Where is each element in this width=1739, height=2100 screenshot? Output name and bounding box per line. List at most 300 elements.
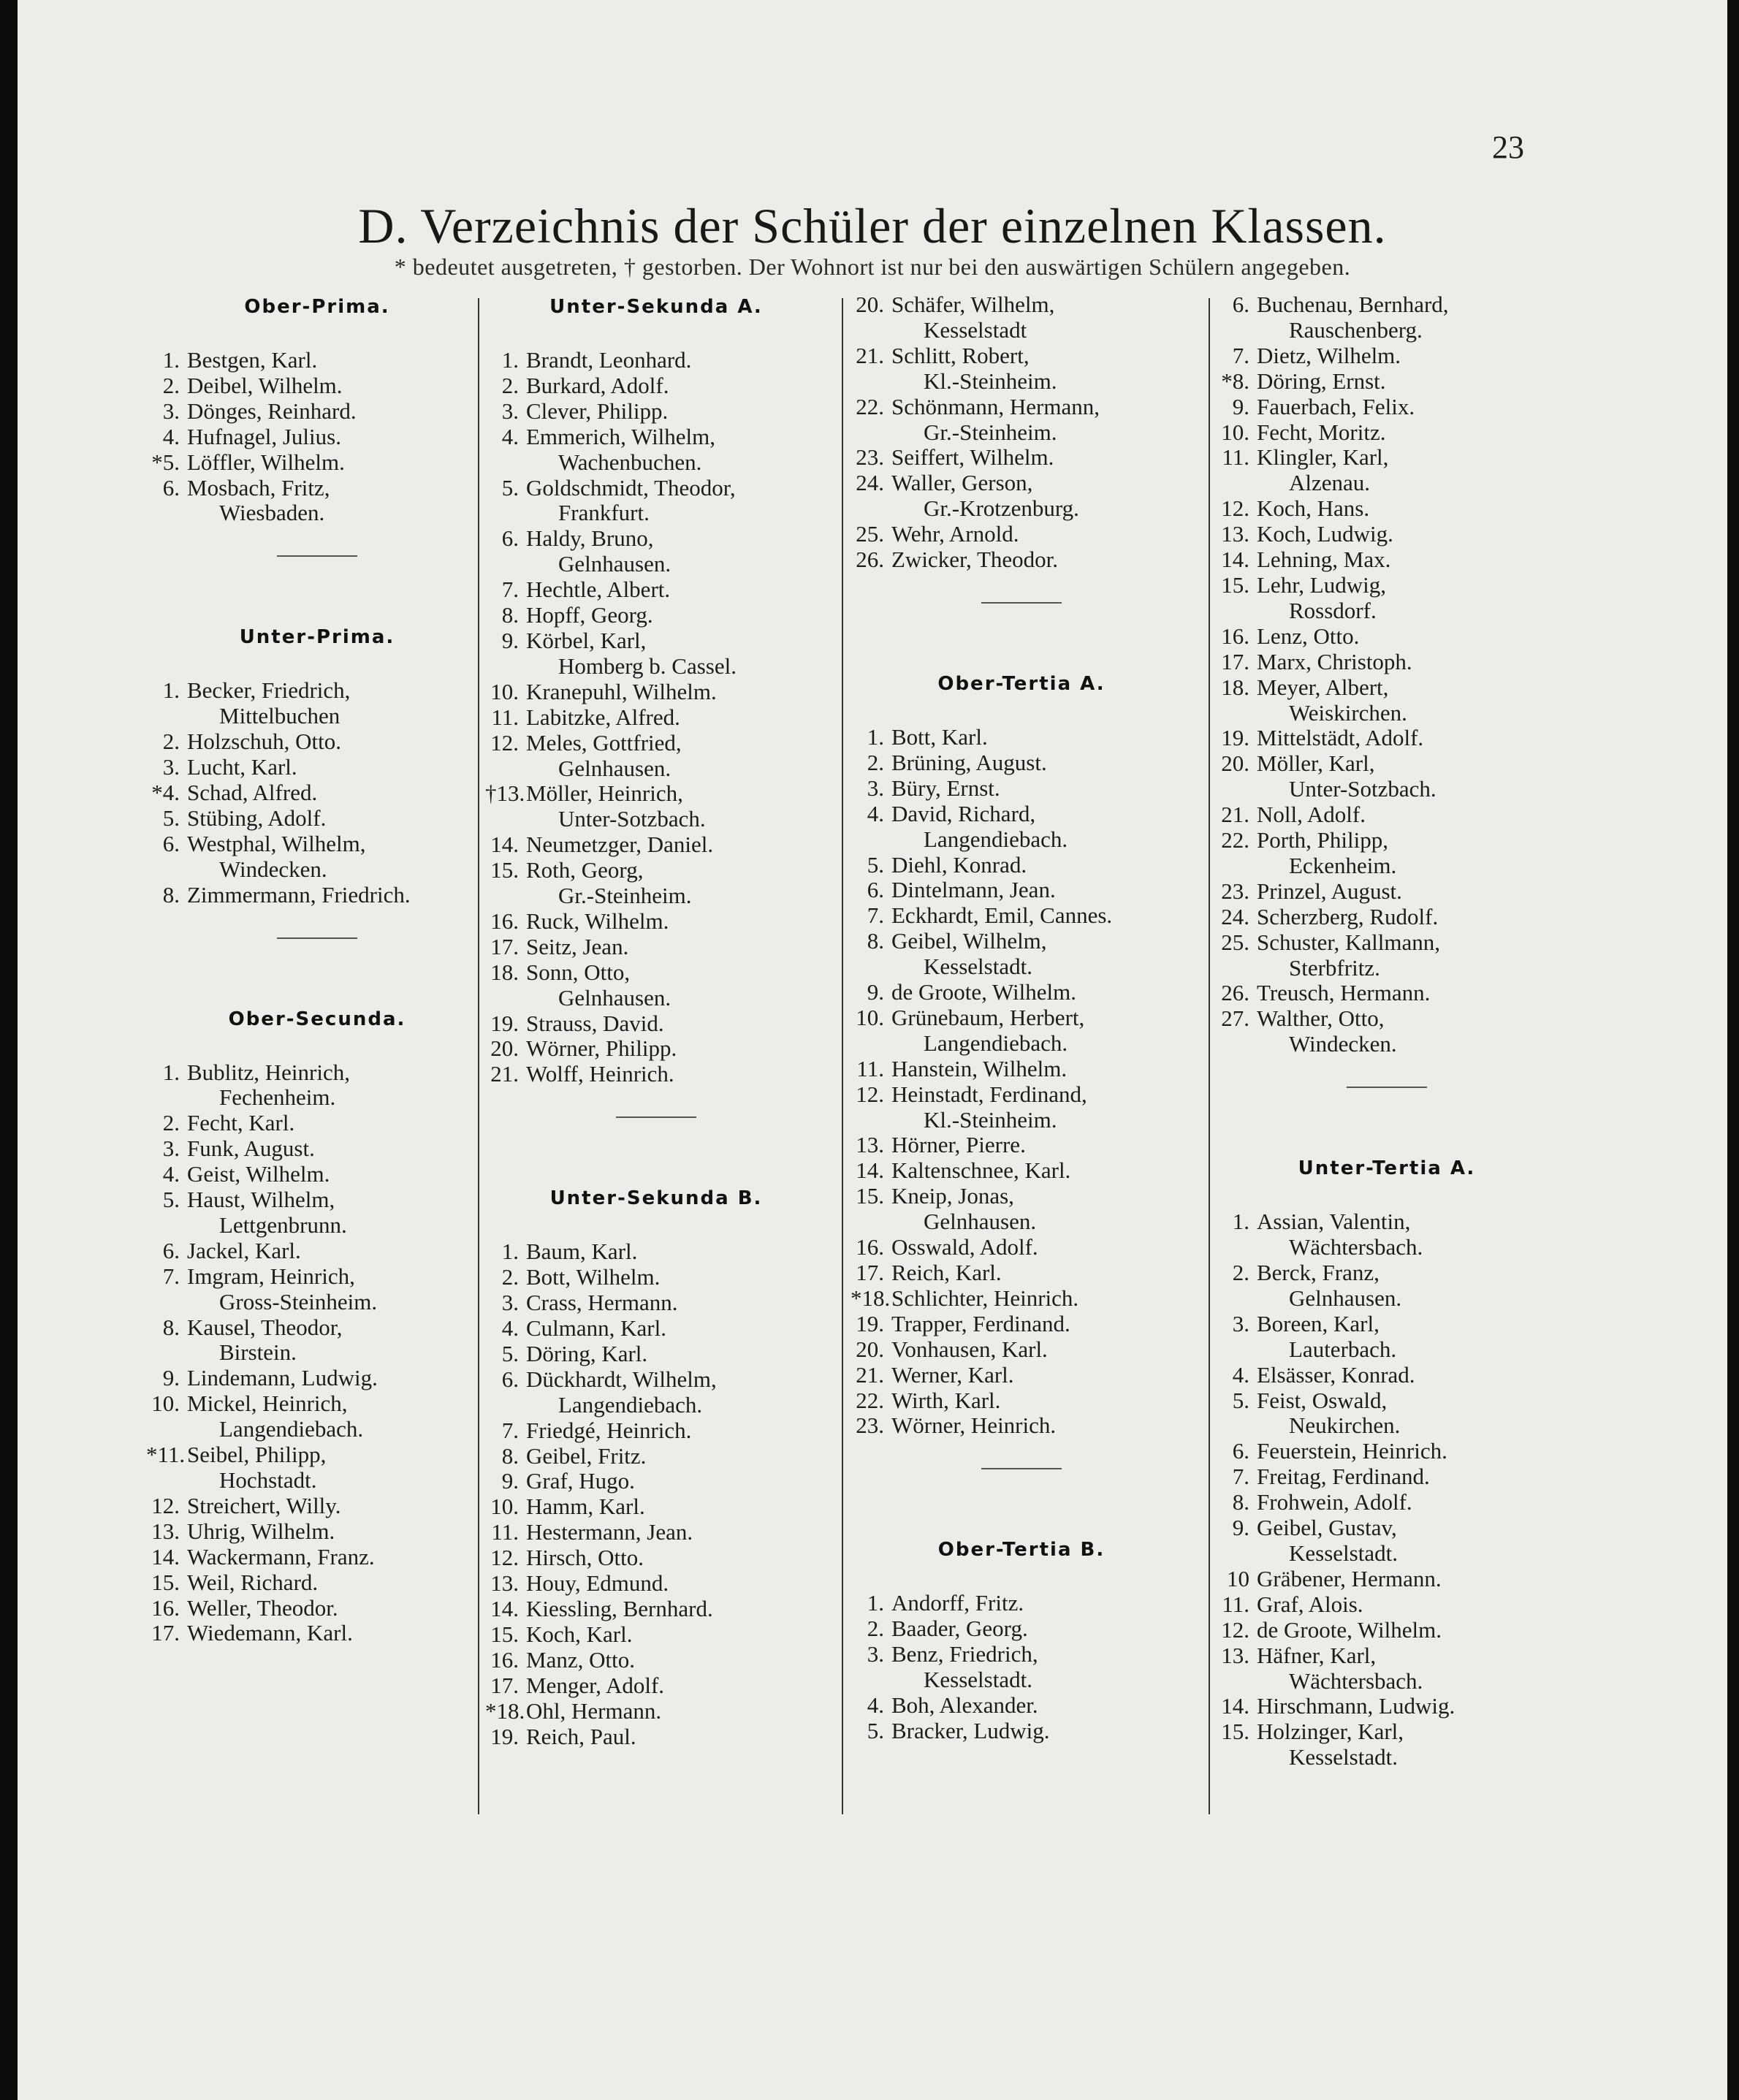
student-number: 15. [1221, 1719, 1249, 1745]
student-number: *18. [485, 1697, 525, 1724]
class-section [1216, 1154, 1558, 1770]
student-name: Streichert, Willy. [187, 1492, 341, 1518]
student-number: 19. [490, 1723, 519, 1749]
student-name: Geibel, Fritz. [526, 1442, 647, 1469]
student-name: Wehr, Arnold. [891, 521, 1019, 547]
student-entry [485, 1239, 827, 1265]
student-number: 5. [501, 474, 519, 501]
student-hometown: Sterbfritz. [1289, 954, 1380, 981]
student-entry [146, 832, 488, 857]
class-section [146, 1005, 488, 1647]
student-name: Hamm, Karl. [526, 1494, 645, 1520]
student-entry [1216, 1006, 1558, 1032]
student-entry [851, 1235, 1192, 1260]
student-entry [485, 399, 827, 425]
student-name: Bracker, Ludwig. [891, 1717, 1050, 1743]
student-number: 1. [867, 723, 884, 750]
student-entry [851, 1388, 1192, 1414]
student-entry [851, 1591, 1192, 1616]
student-entry [146, 476, 488, 501]
student-number: 14. [151, 1543, 180, 1570]
student-number: 14. [490, 1595, 519, 1621]
student-hometown: Alzenau. [1289, 470, 1371, 496]
student-entry [485, 603, 827, 628]
student-number: 23. [856, 444, 884, 471]
student-entry [1216, 496, 1558, 522]
student-name: Emmerich, Wilhelm, [526, 423, 716, 449]
student-entry [146, 1519, 488, 1545]
student-name: Hufnagel, Julius. [187, 423, 341, 449]
student-number: 21. [856, 1361, 884, 1388]
student-name: Mosbach, Fritz, [187, 474, 330, 501]
student-number: 20. [856, 1336, 884, 1362]
student-number: 11. [1222, 1591, 1249, 1617]
class-heading: Ober-Prima. [244, 296, 390, 318]
student-entry [851, 750, 1192, 776]
student-number: 19. [490, 1010, 519, 1036]
student-hometown: Windecken. [219, 856, 327, 882]
student-entry [485, 832, 827, 858]
student-name: Lenz, Otto. [1257, 623, 1360, 649]
student-hometown: Kesselstadt. [924, 954, 1032, 980]
student-entry [1216, 1592, 1558, 1618]
student-name: Imgram, Heinrich, [187, 1263, 355, 1289]
heading-gap [485, 1213, 827, 1239]
student-number: 1. [501, 347, 519, 373]
student-name: Culmann, Karl. [526, 1315, 666, 1341]
student-name: Osswald, Adolf. [891, 1234, 1038, 1260]
student-name: Menger, Adolf. [526, 1672, 665, 1698]
student-entry [1216, 1439, 1558, 1464]
student-entry [485, 1673, 827, 1699]
student-entry [1216, 675, 1558, 701]
student-entry [851, 1082, 1192, 1108]
student-entry [485, 476, 827, 501]
student-name: Grünebaum, Herbert, [891, 1004, 1085, 1030]
student-name: Boh, Alexander. [891, 1692, 1038, 1718]
student-name: Neumetzger, Daniel. [526, 832, 714, 858]
student-entry [146, 1187, 488, 1213]
student-entry [146, 348, 488, 373]
student-name: Reich, Karl. [891, 1260, 1002, 1285]
student-name: Wörner, Philipp. [526, 1035, 677, 1062]
student-entry [851, 1719, 1192, 1744]
student-name: Klingler, Karl, [1257, 444, 1389, 471]
student-number: 1. [1232, 1209, 1249, 1235]
student-entry [485, 680, 827, 705]
student-name: Houy, Edmund. [526, 1570, 669, 1597]
student-number: 3. [501, 1290, 519, 1316]
student-number: 7. [501, 577, 519, 603]
student-name: Hirsch, Otto. [526, 1545, 644, 1571]
student-name: Dückhardt, Wilhelm, [526, 1366, 717, 1392]
student-number: 16. [151, 1594, 180, 1621]
student-number: 10. [856, 1004, 884, 1030]
section-separator [277, 937, 357, 939]
student-hometown: Rauschenberg. [1289, 316, 1423, 343]
student-entry [1216, 343, 1558, 369]
student-number: 17. [151, 1620, 180, 1646]
student-name: Reich, Paul. [526, 1723, 636, 1749]
student-name: Koch, Hans. [1257, 495, 1370, 522]
student-number: 27. [1221, 1005, 1249, 1032]
student-number: 4. [501, 423, 519, 449]
student-entry [485, 1724, 827, 1750]
student-number: 9. [501, 627, 519, 653]
student-hometown: Eckenheim. [1289, 852, 1397, 878]
student-number: 1. [867, 1590, 884, 1616]
student-name: Vonhausen, Karl. [891, 1336, 1048, 1362]
student-name: David, Richard, [891, 800, 1036, 826]
section-separator [616, 1116, 696, 1118]
student-entry [146, 806, 488, 832]
student-name: Lucht, Karl. [187, 754, 297, 780]
student-entry [485, 348, 827, 373]
student-hometown: Langendiebach. [558, 1391, 703, 1418]
student-hometown: Lauterbach. [1289, 1336, 1397, 1362]
student-entry [485, 1622, 827, 1648]
page-number: 23 [1492, 129, 1524, 165]
student-entry [485, 1597, 827, 1622]
student-name: Döring, Ernst. [1257, 368, 1386, 394]
student-hometown: Frankfurt. [558, 500, 650, 526]
student-entry [146, 1545, 488, 1570]
student-name: Weller, Theodor. [187, 1594, 338, 1621]
student-name: Diehl, Konrad. [891, 851, 1027, 878]
student-entry [1216, 1363, 1558, 1388]
student-number: 2. [162, 372, 180, 398]
student-entry [1216, 1694, 1558, 1719]
student-name: Dönges, Reinhard. [187, 397, 357, 424]
student-name: Hirschmann, Ludwig. [1257, 1693, 1455, 1719]
class-section [1216, 292, 1558, 1057]
student-entry [1216, 292, 1558, 318]
student-entry [851, 547, 1192, 573]
section-separator [277, 555, 357, 557]
student-name: Gräbener, Hermann. [1257, 1565, 1442, 1591]
student-entry [146, 1596, 488, 1621]
student-entry [1216, 905, 1558, 930]
student-entry [851, 1312, 1192, 1337]
student-entry [851, 1158, 1192, 1184]
student-number: 10. [490, 678, 519, 704]
student-number: 7. [1232, 1464, 1249, 1490]
student-entry [146, 1136, 488, 1162]
student-entry [1216, 522, 1558, 547]
student-name: Dintelmann, Jean. [891, 877, 1056, 903]
student-name: Werner, Karl. [891, 1361, 1014, 1388]
student-name: Fauerbach, Felix. [1257, 393, 1415, 419]
student-name: Geibel, Gustav, [1257, 1515, 1397, 1541]
student-name: Fecht, Karl. [187, 1110, 295, 1136]
student-number: 4. [1232, 1361, 1249, 1388]
student-number: 5. [867, 851, 884, 878]
student-number: 4. [162, 423, 180, 449]
student-name: Seibel, Philipp, [187, 1442, 327, 1468]
student-name: Lindemann, Ludwig. [187, 1365, 378, 1391]
student-entry [146, 425, 488, 450]
student-name: Baum, Karl. [526, 1239, 638, 1265]
student-name: Deibel, Wilhelm. [187, 372, 343, 398]
student-number: 24. [856, 470, 884, 496]
student-name: Walther, Otto, [1257, 1005, 1385, 1032]
student-number: *18. [851, 1285, 891, 1311]
student-number: 9. [1232, 393, 1249, 419]
student-entry [851, 292, 1192, 318]
student-entry [1216, 1515, 1558, 1541]
student-number: 6. [1232, 292, 1249, 317]
student-number: 5. [501, 1340, 519, 1366]
student-entry [485, 1316, 827, 1342]
student-name: Marx, Christoph. [1257, 648, 1412, 674]
student-number: 6. [501, 1366, 519, 1392]
student-name: Berck, Franz, [1257, 1260, 1380, 1285]
student-entry [485, 425, 827, 450]
student-name: Friedgé, Heinrich. [526, 1417, 692, 1443]
student-name: Bublitz, Heinrich, [187, 1059, 350, 1085]
student-name: Schlichter, Heinrich. [891, 1285, 1079, 1311]
student-number: 13. [1221, 1642, 1249, 1668]
student-entry [851, 1363, 1192, 1388]
student-number: 2. [162, 1110, 180, 1136]
class-heading: Unter-Sekunda B. [549, 1187, 763, 1210]
student-number: *11. [146, 1442, 186, 1468]
heading-gap [146, 1034, 488, 1060]
student-hometown: Rossdorf. [1289, 597, 1377, 623]
student-number: 22. [856, 393, 884, 419]
student-number: 15. [1221, 571, 1249, 598]
student-entry [485, 731, 827, 756]
student-number: 21. [490, 1061, 519, 1087]
student-entry [485, 960, 827, 986]
student-number: 14. [1221, 547, 1249, 573]
student-number: 25. [856, 521, 884, 547]
student-entry [851, 1337, 1192, 1363]
heading-gap [485, 322, 827, 348]
student-entry [1216, 930, 1558, 956]
student-name: Goldschmidt, Theodor, [526, 474, 736, 501]
student-entry [1216, 573, 1558, 598]
column-rule [842, 298, 843, 1814]
student-name: Holzinger, Karl, [1257, 1719, 1404, 1745]
class-heading: Unter-Sekunda A. [549, 296, 763, 318]
heading-gap [851, 1564, 1192, 1591]
student-number: 9. [1232, 1515, 1249, 1541]
student-name: Hanstein, Wilhelm. [891, 1055, 1068, 1081]
student-name: Geist, Wilhelm. [187, 1161, 330, 1187]
student-entry [146, 755, 488, 780]
student-number: 26. [856, 547, 884, 573]
student-name: Manz, Otto. [526, 1646, 635, 1673]
student-number: 2. [162, 728, 180, 755]
student-name: Zwicker, Theodor. [891, 547, 1059, 573]
student-name: Schad, Alfred. [187, 779, 318, 805]
student-number: 5. [1232, 1387, 1249, 1413]
student-entry [1216, 751, 1558, 777]
document-page [18, 0, 1727, 2100]
student-name: Geibel, Wilhelm, [891, 928, 1047, 954]
student-entry [851, 1133, 1192, 1158]
student-entry [1216, 981, 1558, 1006]
class-heading: Unter-Prima. [239, 626, 395, 649]
student-entry [851, 802, 1192, 827]
student-name: Crass, Hermann. [526, 1290, 678, 1316]
student-entry [146, 1264, 488, 1290]
student-name: Löffler, Wilhelm. [187, 449, 345, 475]
student-name: Lehning, Max. [1257, 547, 1391, 573]
student-entry [1216, 445, 1558, 471]
student-entry [1216, 1209, 1558, 1235]
student-number: 14. [856, 1157, 884, 1184]
student-name: Jackel, Karl. [187, 1237, 301, 1263]
student-name: Treusch, Hermann. [1257, 980, 1431, 1006]
student-name: Freitag, Ferdinand. [1257, 1464, 1430, 1490]
student-hometown: Hochstadt. [219, 1467, 317, 1493]
student-name: Hopff, Georg. [526, 602, 653, 628]
student-number: 20. [1221, 750, 1249, 777]
student-name: Frohwein, Adolf. [1257, 1489, 1412, 1515]
student-number: 10. [1221, 419, 1249, 445]
student-entry [485, 1469, 827, 1494]
student-entry [485, 1011, 827, 1037]
student-number: 3. [162, 754, 180, 780]
student-entry [485, 1699, 827, 1724]
student-number: 16. [490, 908, 519, 934]
student-number: 18. [490, 959, 519, 985]
student-name: Meles, Gottfried, [526, 729, 682, 756]
student-number: 23. [856, 1412, 884, 1439]
student-number: 4. [501, 1315, 519, 1341]
student-number: 11. [491, 1519, 519, 1545]
student-entry [485, 935, 827, 960]
student-number: 5. [867, 1717, 884, 1743]
student-name: Feuerstein, Heinrich. [1257, 1438, 1447, 1464]
student-hometown: Wächtersbach. [1289, 1234, 1423, 1260]
student-number: 13. [1221, 521, 1249, 547]
student-hometown: Neukirchen. [1289, 1412, 1401, 1439]
student-name: Häfner, Karl, [1257, 1642, 1377, 1668]
student-number: 13. [151, 1518, 180, 1544]
student-number: 3. [867, 775, 884, 801]
section-separator [1347, 1087, 1427, 1088]
student-name: Brüning, August. [891, 749, 1047, 775]
student-name: Burkard, Adolf. [526, 372, 669, 398]
student-number: 10. [490, 1494, 519, 1520]
student-name: Hörner, Pierre. [891, 1132, 1026, 1158]
student-entry [146, 1570, 488, 1596]
student-entry [851, 1005, 1192, 1031]
student-hometown: Langendiebach. [219, 1416, 364, 1442]
student-entry [146, 399, 488, 425]
student-entry [146, 1494, 488, 1519]
student-name: Mickel, Heinrich, [187, 1391, 348, 1417]
student-number: 21. [1221, 802, 1249, 828]
student-name: Meyer, Albert, [1257, 674, 1389, 700]
student-hometown: Wachenbuchen. [558, 449, 702, 475]
student-number: *4. [151, 779, 180, 805]
class-section [485, 1184, 827, 1749]
student-name: Ruck, Wilhelm. [526, 908, 669, 934]
student-entry [146, 1442, 488, 1468]
student-entry [851, 853, 1192, 878]
student-number: 9. [867, 979, 884, 1005]
student-name: Mittelstädt, Adolf. [1257, 725, 1424, 751]
student-name: Koch, Karl. [526, 1621, 633, 1647]
student-name: Stübing, Adolf. [187, 804, 327, 831]
student-hometown: Gelnhausen. [924, 1209, 1037, 1235]
student-number: †13. [485, 780, 525, 807]
heading-gap [1216, 1183, 1558, 1209]
student-entry [851, 929, 1192, 954]
student-entry [146, 373, 488, 399]
student-name: Koch, Ludwig. [1257, 521, 1393, 547]
student-entry [851, 1260, 1192, 1286]
student-name: Wiedemann, Karl. [187, 1620, 353, 1646]
student-name: Porth, Philipp, [1257, 827, 1389, 853]
student-name: Roth, Georg, [526, 857, 644, 883]
student-name: Waller, Gerson, [891, 470, 1033, 496]
student-number: 12. [1221, 1616, 1249, 1643]
student-entry [146, 729, 488, 755]
student-number: 7. [501, 1417, 519, 1443]
student-name: Zimmermann, Friedrich. [187, 881, 411, 908]
student-number: 13. [856, 1132, 884, 1158]
student-number: 7. [867, 902, 884, 929]
student-name: Scherzberg, Rudolf. [1257, 903, 1439, 929]
student-number: 9. [162, 1365, 180, 1391]
student-entry [1216, 726, 1558, 751]
student-number: 9. [501, 1468, 519, 1494]
student-number: 11. [491, 704, 519, 730]
column-2 [485, 292, 827, 1751]
column-4 [1216, 292, 1558, 1772]
student-name: Baader, Georg. [891, 1616, 1028, 1642]
student-entry [485, 1062, 827, 1087]
student-number: 17. [490, 933, 519, 959]
student-number: 8. [867, 928, 884, 954]
student-number: 15. [490, 1621, 519, 1647]
student-name: Kneip, Jonas, [891, 1183, 1014, 1209]
student-hometown: Gr.-Steinheim. [558, 883, 692, 909]
student-hometown: Unter-Sotzbach. [558, 806, 706, 832]
student-number: 12. [1221, 495, 1249, 522]
student-number: 2. [867, 749, 884, 775]
student-entry [851, 1642, 1192, 1667]
student-hometown: Kl.-Steinheim. [924, 368, 1057, 394]
student-name: Trapper, Ferdinand. [891, 1310, 1070, 1336]
student-entry [146, 450, 488, 476]
student-entry [851, 1057, 1192, 1082]
student-number: 25. [1221, 929, 1249, 955]
student-name: Boreen, Karl, [1257, 1310, 1380, 1336]
student-number: 17. [490, 1672, 519, 1698]
student-entry [1216, 1388, 1558, 1414]
heading-gap [146, 652, 488, 678]
student-name: Schuster, Kallmann, [1257, 929, 1441, 955]
column-rule [1209, 298, 1210, 1814]
student-entry [851, 445, 1192, 471]
student-name: Graf, Alois. [1257, 1591, 1363, 1617]
student-entry [146, 780, 488, 806]
student-name: Kausel, Theodor, [187, 1314, 343, 1340]
student-number: 14. [1221, 1693, 1249, 1719]
student-hometown: Mittelbuchen [219, 703, 340, 729]
student-hometown: Langendiebach. [924, 1030, 1068, 1056]
student-name: Heinstadt, Ferdinand, [891, 1081, 1087, 1107]
class-section [851, 292, 1192, 573]
student-number: 2. [1232, 1260, 1249, 1285]
student-number: 3. [162, 1135, 180, 1162]
